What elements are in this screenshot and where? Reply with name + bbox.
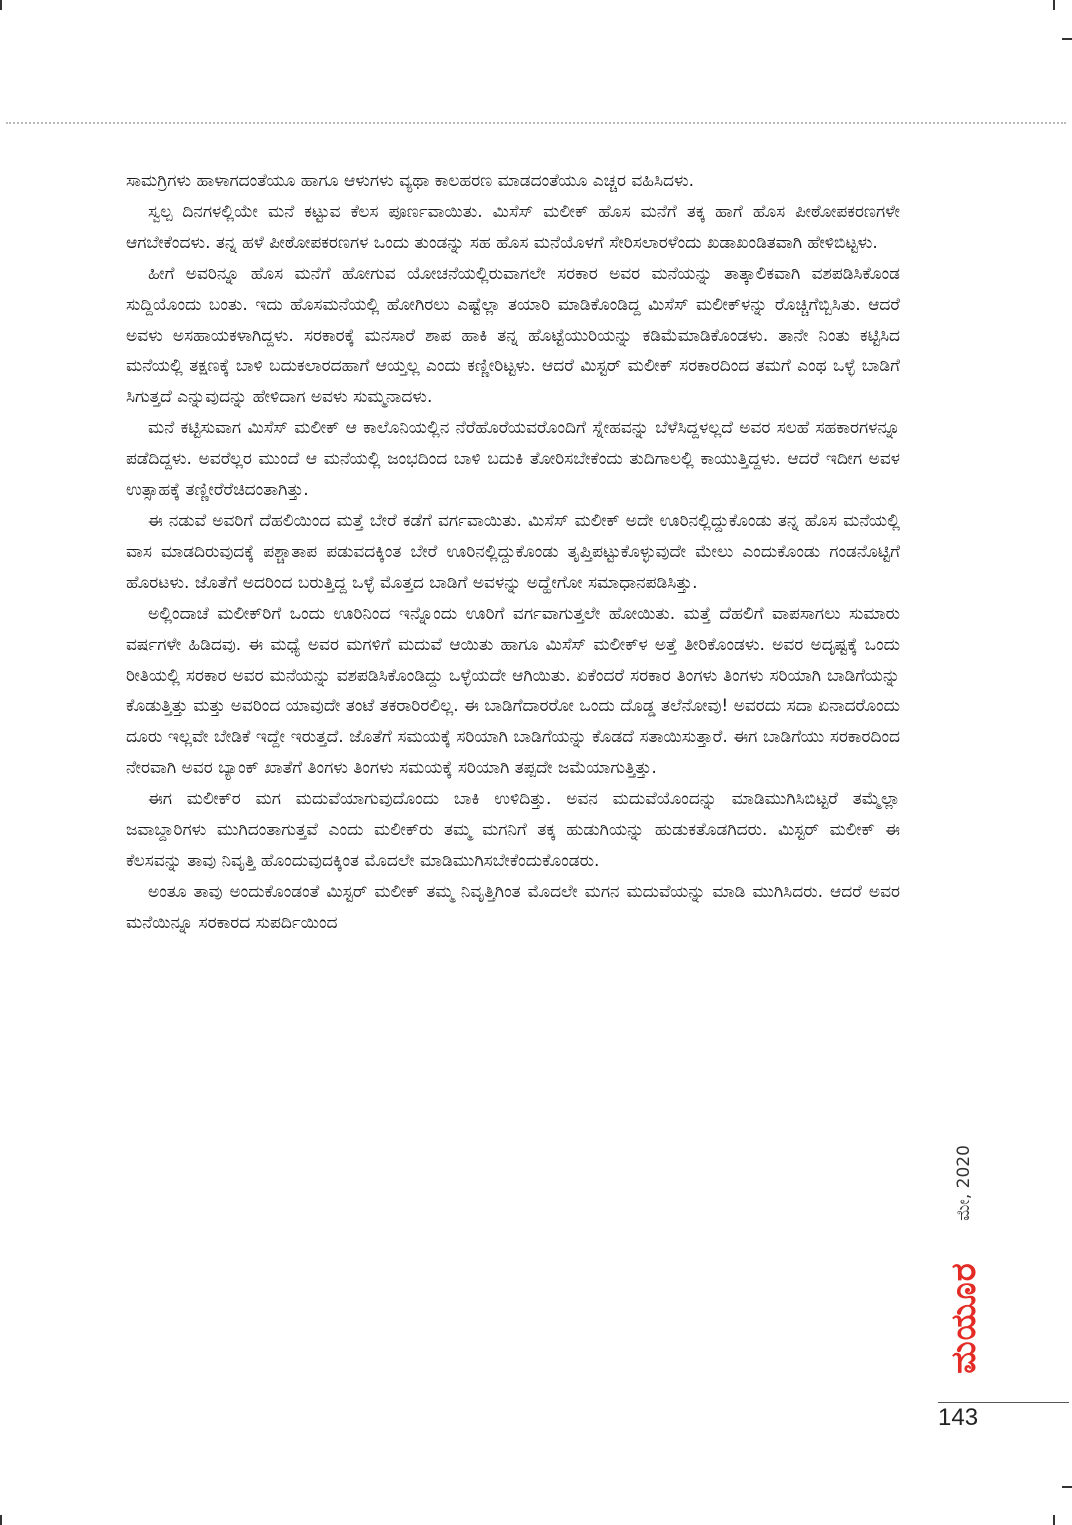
dotted-header-rule: [6, 122, 1066, 124]
crop-mark-bottom-left: [0, 1515, 2, 1525]
paragraph: ಸ್ವಲ್ಪ ದಿನಗಳಲ್ಲಿಯೇ ಮನೆ ಕಟ್ಟುವ ಕೆಲಸ ಪೂರ್ಣವಾಯಿತು. ಮಿಸೆಸ್ ಮಲೀಕ್ ಹೊಸ ಮನೆಗೆ ತಕ್ಕ ಹಾಗೆ ಹೊಸ ಪೀಠೋಪಕರಣಗಳೇ ಆಗಬೇಕೆಂದಳು. ತನ್ನ ಹಳೆ ಪೀಠೋಪಕರಣಗಳ ಒಂದು ತುಂಡನ್ನು ಸಹ ಹೊಸ ಮನೆಯೊಳಗೆ ಸೇರಿಸಲಾರಳೆಂದು ಖಡಾಖಂಡಿತವಾಗಿ ಹೇಳಿಬಿಟ್ಟಳು.: [126, 201, 900, 253]
paragraph: ಅಲ್ಲಿಂದಾಚೆ ಮಲೀಕ್‌ರಿಗೆ ಒಂದು ಊರಿನಿಂದ ಇನ್ನೊಂದು ಊರಿಗೆ ವರ್ಗವಾಗುತ್ತಲೇ ಹೋಯಿತು. ಮತ್ತೆ ದೆಹಲಿಗೆ ವಾಪಸಾಗಲು ಸುಮಾರು ವರ್ಷಗಳೇ ಹಿಡಿದವು. ಈ ಮಧ್ಯೆ ಅವರ ಮಗಳಿಗೆ ಮದುವೆ ಆಯಿತು ಹಾಗೂ ಮಿಸೆಸ್ ಮಲೀಕ್‌ಳ ಅತ್ತೆ ತೀರಿಕೊಂಡಳು. ಅವರ ಅದೃಷ್ಟಕ್ಕೆ ಒಂದು ರೀತಿಯಲ್ಲಿ ಸರಕಾರ ಅವರ ಮನೆಯನ್ನು ವಶಪಡಿಸಿಕೊಂಡಿದ್ದು ಒಳ್ಳೆಯದೇ ಆಗಿಯಿತು. ಏಕೆಂದರೆ ಸರಕಾರ ತಿಂಗಳು ತಿಂಗಳು ಸರಿಯಾಗಿ ಬಾಡಿಗೆಯನ್ನು ಕೊಡುತ್ತಿತ್ತು ಮತ್ತು ಅವರಿಂದ ಯಾವುದೇ ತಂಟೆ ತಕರಾರಿರಲಿಲ್ಲ. ಈ ಬಾಡಿಗೆದಾರರೋ ಒಂದು ದೊಡ್ಡ ತಲೆನೋವು! ಅವರದು ಸದಾ ಏನಾದರೊಂದು ದೂರು ಇಲ್ಲವೇ ಬೇಡಿಕೆ ಇದ್ದೇ ಇರುತ್ತದೆ. ಜೊತೆಗೆ ಸಮಯಕ್ಕೆ ಸರಿಯಾಗಿ ಬಾಡಿಗೆಯನ್ನು ಕೊಡದೆ ಸತಾಯಿಸುತ್ತಾರೆ. ಈಗ ಬಾಡಿಗೆಯು ಸರಕಾರದಿಂದ ನೇರವಾಗಿ ಅವರ ಬ್ಯಾಂಕ್ ಖಾತೆಗೆ ತಿಂಗಳು ತಿಂಗಳು ಸಮಯಕ್ಕೆ ಸರಿಯಾಗಿ ತಪ್ಪದೇ ಜಮೆಯಾಗುತ್ತಿತ್ತು.: [126, 603, 900, 779]
magazine-logo-text: ಮಯೂರ: [944, 1262, 984, 1374]
crop-mark-bottom-right: [1053, 1515, 1055, 1525]
paragraph: ಮನೆ ಕಟ್ಟಿಸುವಾಗ ಮಿಸೆಸ್ ಮಲೀಕ್ ಆ ಕಾಲೊನಿಯಲ್ಲಿನ ನೆರೆಹೊರೆಯವರೊಂದಿಗೆ ಸ್ನೇಹವನ್ನು ಬೆಳೆಸಿದ್ದಳಲ್ಲದೆ ಅವರ ಸಲಹೆ ಸಹಕಾರಗಳನ್ನೂ ಪಡೆದಿದ್ದಳು. ಅವರೆಲ್ಲರ ಮುಂದೆ ಆ ಮನೆಯಲ್ಲಿ ಜಂಭದಿಂದ ಬಾಳಿ ಬದುಕಿ ತೋರಿಸಬೇಕೆಂದು ತುದಿಗಾಲಲ್ಲಿ ಕಾಯುತ್ತಿದ್ದಳು. ಆದರೆ ಇದೀಗ ಅವಳ ಉತ್ಸಾಹಕ್ಕೆ ತಣ್ಣೀರೆರೆಚಿದಂತಾಗಿತ್ತು.: [126, 418, 900, 501]
page-number: 143: [938, 1404, 979, 1431]
issue-date-text: ಮೇ, 2020: [954, 1145, 974, 1221]
paragraph: ಹೀಗೆ ಅವರಿನ್ನೂ ಹೊಸ ಮನೆಗೆ ಹೋಗುವ ಯೋಚನೆಯಲ್ಲಿರುವಾಗಲೇ ಸರಕಾರ ಅವರ ಮನೆಯನ್ನು ತಾತ್ಕಾಲಿಕವಾಗಿ ವಶಪಡಿಸಿಕೊಂಡ ಸುದ್ದಿಯೊಂದು ಬಂತು. ಇದು ಹೊಸಮನೆಯಲ್ಲಿ ಹೋಗಿರಲು ಎಷ್ಟೆಲ್ಲಾ ತಯಾರಿ ಮಾಡಿಕೊಂಡಿದ್ದ ಮಿಸೆಸ್ ಮಲೀಕ್‌ಳನ್ನು ರೊಚ್ಚಿಗೆಬ್ಬಿಸಿತು. ಆದರೆ ಅವಳು ಅಸಹಾಯಕಳಾಗಿದ್ದಳು. ಸರಕಾರಕ್ಕೆ ಮನಸಾರೆ ಶಾಪ ಹಾಕಿ ತನ್ನ ಹೊಟ್ಟೆಯುರಿಯನ್ನು ಕಡಿಮೆಮಾಡಿಕೊಂಡಳು. ತಾನೇ ನಿಂತು ಕಟ್ಟಿಸಿದ ಮನೆಯಲ್ಲಿ ತಕ್ಷಣಕ್ಕೆ ಬಾಳಿ ಬದುಕಲಾರದಹಾಗೆ ಆಯ್ತಲ್ಲ ಎಂದು ಕಣ್ಣೀರಿಟ್ಟಳು. ಆದರೆ ಮಿಸ್ಟರ್ ಮಲೀಕ್ ಸರಕಾರದಿಂದ ತಮಗೆ ಎಂಥ ಒಳ್ಳೆ ಬಾಡಿಗೆ ಸಿಗುತ್ತದೆ ಎನ್ನುವುದನ್ನು ಹೇಳಿದಾಗ ಅವಳು ಸುಮ್ಮನಾದಳು.: [126, 263, 900, 408]
issue-date: [944, 1128, 984, 1238]
crop-mark-top-left: [0, 0, 2, 10]
magazine-sidebar: [944, 1128, 1004, 1388]
magazine-logo: [940, 1248, 988, 1388]
article-body: [126, 166, 900, 939]
paragraph: ಅಂತೂ ತಾವು ಅಂದುಕೊಂಡಂತೆ ಮಿಸ್ಟರ್ ಮಲೀಕ್ ತಮ್ಮ ನಿವೃತ್ತಿಗಿಂತ ಮೊದಲೇ ಮಗನ ಮದುವೆಯನ್ನು ಮಾಡಿ ಮುಗಿಸಿದರು. ಆದರೆ ಅವರ ಮನೆಯಿನ್ನೂ ಸರಕಾರದ ಸುಪರ್ದಿಯಿಂದ: [126, 881, 900, 933]
crop-mark-bottom-right-horizontal: [1062, 1486, 1072, 1488]
crop-mark-top-right: [1053, 0, 1055, 10]
paragraph: ಈ ನಡುವೆ ಅವರಿಗೆ ದೆಹಲಿಯಿಂದ ಮತ್ತೆ ಬೇರೆ ಕಡೆಗೆ ವರ್ಗವಾಯಿತು. ಮಿಸೆಸ್ ಮಲೀಕ್ ಅದೇ ಊರಿನಲ್ಲಿದ್ದುಕೊಂಡು ತನ್ನ ಹೊಸ ಮನೆಯಲ್ಲಿ ವಾಸ ಮಾಡದಿರುವುದಕ್ಕೆ ಪಶ್ಚಾತಾಪ ಪಡುವದಕ್ಕಿಂತ ಬೇರೆ ಊರಿನಲ್ಲಿದ್ದುಕೊಂಡು ತೃಪ್ತಿಪಟ್ಟುಕೊಳ್ಳುವುದೇ ಮೇಲು ಎಂದುಕೊಂಡು ಗಂಡನೊಟ್ಟಿಗೆ ಹೊರಟಳು. ಜೊತೆಗೆ ಅದರಿಂದ ಬರುತ್ತಿದ್ದ ಒಳ್ಳೆ ಮೊತ್ತದ ಬಾಡಿಗೆ ಅವಳನ್ನು ಅದ್ಹೇಗೋ ಸಮಾಧಾನಪಡಿಸಿತ್ತು.: [126, 510, 900, 593]
paragraph: ಸಾಮಗ್ರಿಗಳು ಹಾಳಾಗದಂತೆಯೂ ಹಾಗೂ ಆಳುಗಳು ವ್ಯಥಾ ಕಾಲಹರಣ ಮಾಡದಂತೆಯೂ ಎಚ್ಚರ ವಹಿಸಿದಳು.: [126, 171, 695, 191]
crop-mark-top-right-horizontal: [1062, 38, 1072, 40]
paragraph: ಈಗ ಮಲೀಕ್‌ರ ಮಗ ಮದುವೆಯಾಗುವುದೊಂದು ಬಾಕಿ ಉಳಿದಿತ್ತು. ಅವನ ಮದುವೆಯೊಂದನ್ನು ಮಾಡಿಮುಗಿಸಿಬಿಟ್ಟರೆ ತಮ್ಮೆಲ್ಲಾ ಜವಾಬ್ದಾರಿಗಳು ಮುಗಿದಂತಾಗುತ್ತವೆ ಎಂದು ಮಲೀಕ್‌ರು ತಮ್ಮ ಮಗನಿಗೆ ತಕ್ಕ ಹುಡುಗಿಯನ್ನು ಹುಡುಕತೊಡಗಿದರು. ಮಿಸ್ಟರ್ ಮಲೀಕ್ ಈ ಕೆಲಸವನ್ನು ತಾವು ನಿವೃತ್ತಿ ಹೊಂದುವುದಕ್ಕಿಂತ ಮೊದಲೇ ಮಾಡಿಮುಗಿಸಬೇಕೆಂದುಕೊಂಡರು.: [126, 789, 900, 871]
footer-rule: [938, 1402, 1069, 1403]
